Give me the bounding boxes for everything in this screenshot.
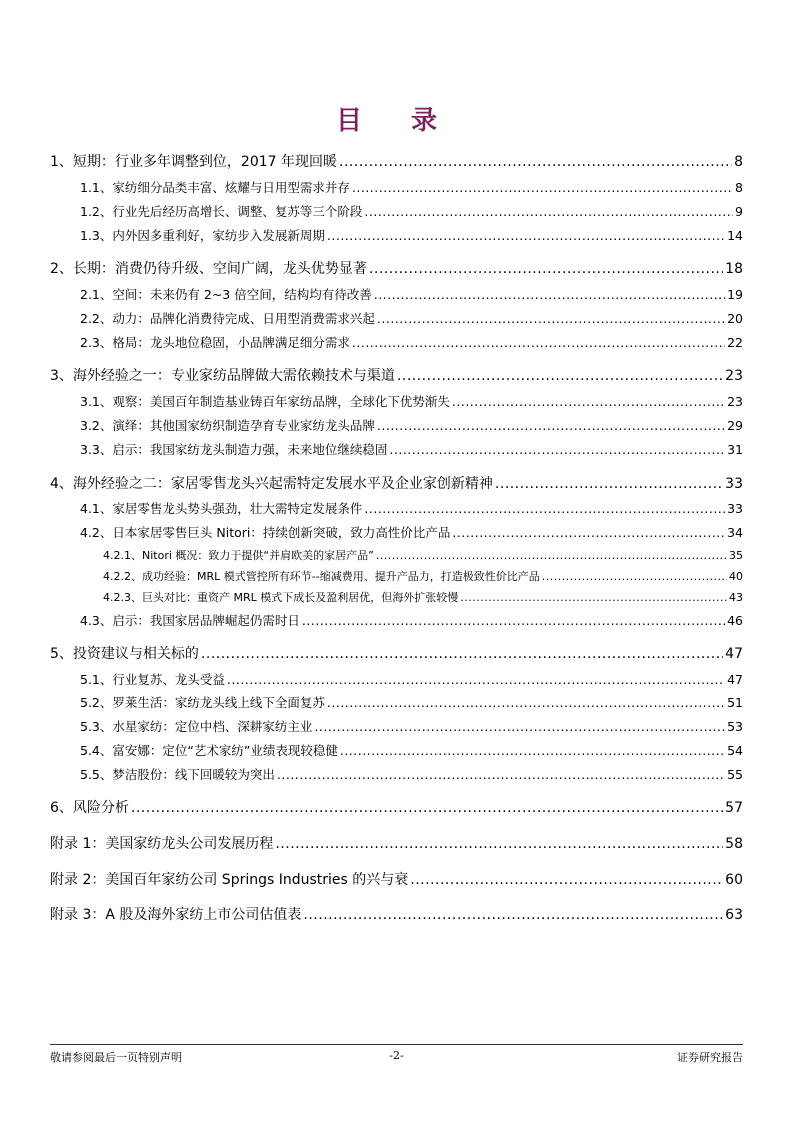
toc-entry-title: 观察：美国百年制造基业铸百年家纺品牌，全球化下优势渐失 (112, 394, 450, 409)
toc-dot-leader (376, 548, 727, 564)
toc-entry-title: 投资建议与相关标的 (72, 646, 199, 662)
toc-entry[interactable] (103, 548, 743, 564)
toc-entry-page: 14 (727, 228, 743, 243)
toc-entry-page: 9 (735, 204, 743, 219)
toc-entry[interactable] (80, 286, 743, 304)
toc-entry-number: 6、 (50, 800, 73, 816)
toc-dot-leader (389, 441, 725, 459)
toc-entry-page: 40 (729, 570, 743, 583)
toc-entry-number: 1、 (50, 154, 73, 170)
toc-entry-number: 3.1、 (80, 394, 113, 409)
toc-dot-leader (302, 612, 725, 630)
toc-dot-leader (277, 766, 725, 784)
toc-dot-leader (340, 742, 725, 760)
toc-entry[interactable] (103, 590, 743, 606)
page-title: 目 录 (335, 106, 458, 136)
toc-entry-number: 5.2、 (80, 695, 113, 710)
toc-entry-number: 4、 (50, 476, 73, 492)
toc-dot-leader (452, 393, 725, 411)
toc-entry-number: 5、 (50, 646, 73, 662)
toc-entry-page: 33 (725, 476, 743, 492)
toc-dot-leader (542, 569, 727, 585)
toc-dot-leader (352, 334, 725, 352)
toc-dot-leader (275, 834, 723, 854)
toc-entry-title: 动力：品牌化消费待完成、日用型消费需求兴起 (112, 311, 375, 326)
toc-entry-number: 4.2.1、 (103, 549, 142, 562)
toc-entry-page: 23 (725, 368, 743, 384)
toc-entry-title: 内外因多重利好，家纺步入发展新周期 (112, 228, 325, 243)
toc-entry-title: 成功经验：MRL 模式管控所有环节--缩减费用、提升产品力，打造极致性价比产品 (142, 570, 540, 583)
footer-divider (50, 1044, 743, 1045)
toc-dot-leader (452, 524, 725, 542)
toc-dot-leader (327, 227, 725, 245)
toc-entry-page: 46 (727, 613, 743, 628)
toc-entry-page: 54 (727, 743, 743, 758)
toc-entry-title: 附录 1：美国家纺龙头公司发展历程 (50, 836, 274, 852)
toc-entry-page: 8 (735, 180, 743, 195)
toc-dot-leader (397, 366, 723, 386)
toc-dot-leader (201, 644, 723, 664)
toc-entry-number: 1.2、 (80, 204, 113, 219)
toc-entry[interactable] (50, 870, 743, 890)
toc-entry[interactable] (80, 417, 743, 435)
toc-entry-title: 附录 2：美国百年家纺公司 Springs Industries 的兴与衰 (50, 872, 409, 888)
toc-entry-page: 58 (725, 836, 743, 852)
toc-entry-number: 4.2.3、 (103, 591, 142, 604)
toc-entry-title: 启示：我国家纺龙头制造力强，未来地位继续稳固 (112, 442, 388, 457)
toc-dot-leader (131, 798, 723, 818)
toc-entry[interactable] (80, 694, 743, 712)
toc-entry[interactable] (80, 766, 743, 784)
toc-entry-number: 5.1、 (80, 672, 113, 687)
toc-entry-page: 20 (727, 311, 743, 326)
toc-entry-number: 4.1、 (80, 501, 113, 516)
toc-entry-title: 启示：我国家居品牌崛起仍需时日 (112, 613, 300, 628)
toc-entry-page: 60 (725, 872, 743, 888)
toc-entry-title: 附录 3：A 股及海外家纺上市公司估值表 (50, 907, 302, 923)
toc-entry-page: 23 (727, 394, 743, 409)
footer-report-type: 证券研究报告 (677, 1051, 743, 1064)
toc-entry-number: 2、 (50, 261, 73, 277)
toc-entry-page: 63 (725, 907, 743, 923)
toc-entry-title: 日本家居零售巨头 Nitori：持续创新突破，致力高性价比产品 (112, 525, 451, 540)
toc-entry-number: 4.3、 (80, 613, 113, 628)
toc-dot-leader (410, 870, 723, 890)
toc-entry-page: 19 (727, 287, 743, 302)
toc-entry-title: 格局：龙头地位稳固，小品牌满足细分需求 (112, 335, 350, 350)
toc-entry[interactable] (80, 500, 743, 518)
toc-entry-number: 1.3、 (80, 228, 113, 243)
toc-dot-leader (327, 694, 725, 712)
toc-entry-page: 31 (727, 442, 743, 457)
toc-entry-page: 53 (727, 719, 743, 734)
toc-entry-number: 3.2、 (80, 418, 113, 433)
toc-dot-leader (364, 203, 733, 221)
toc-entry-page: 47 (727, 672, 743, 687)
toc-entry-number: 2.1、 (80, 287, 113, 302)
toc-entry-number: 2.2、 (80, 311, 113, 326)
toc-entry-title: 海外经验之二：家居零售龙头兴起需特定发展水平及企业家创新精神 (72, 476, 493, 492)
toc-entry-title: 短期：行业多年调整到位，2017 年现回暖 (72, 154, 337, 170)
toc-dot-leader (303, 905, 723, 925)
toc-entry-title: 家纺细分品类丰富、炫耀与日用型需求并存 (112, 180, 350, 195)
toc-entry-title: 家居零售龙头势头强劲，壮大需特定发展条件 (112, 501, 363, 516)
toc-entry-title: 行业先后经历高增长、调整、复苏等三个阶段 (112, 204, 363, 219)
toc-entry[interactable] (80, 671, 743, 689)
toc-dot-leader (495, 474, 723, 494)
toc-entry-title: 梦洁股份：线下回暖较为突出 (112, 767, 275, 782)
toc-entry[interactable] (50, 644, 743, 664)
toc-entry[interactable] (80, 524, 743, 542)
toc-entry-page: 22 (727, 335, 743, 350)
toc-dot-leader (364, 500, 725, 518)
toc-entry[interactable] (80, 310, 743, 328)
toc-entry-title: 水星家纺：定位中档、深耕家纺主业 (112, 719, 313, 734)
toc-entry[interactable] (80, 203, 743, 221)
toc-entry[interactable] (80, 393, 743, 411)
toc-entry-number: 1.1、 (80, 180, 113, 195)
toc-entry-page: 8 (734, 154, 743, 170)
toc-entry-page: 34 (727, 525, 743, 540)
toc-entry-page: 47 (725, 646, 743, 662)
toc-dot-leader (377, 310, 725, 328)
toc-dot-leader (374, 286, 725, 304)
toc-entry-title: 行业复苏、龙头受益 (112, 672, 225, 687)
toc-entry-title: Nitori 概况：致力于提供“并肩欧美的家居产品” (142, 549, 374, 562)
toc-entry-page: 18 (725, 261, 743, 277)
toc-entry-page: 43 (729, 591, 743, 604)
toc-dot-leader (339, 152, 732, 172)
toc-dot-leader (369, 259, 723, 279)
toc-dot-leader (227, 671, 725, 689)
toc-entry[interactable] (80, 742, 743, 760)
toc-entry-number: 3、 (50, 368, 73, 384)
toc-entry-title: 罗莱生活：家纺龙头线上线下全面复苏 (112, 695, 325, 710)
toc-entry-page: 35 (729, 549, 743, 562)
toc-entry[interactable] (80, 441, 743, 459)
toc-entry[interactable] (103, 569, 743, 585)
toc-entry-number: 3.3、 (80, 442, 113, 457)
toc-entry[interactable] (50, 474, 743, 494)
toc-entry[interactable] (50, 366, 743, 386)
toc-entry-title: 长期：消费仍待升级、空间广阔，龙头优势显著 (72, 261, 367, 277)
toc-entry[interactable] (80, 718, 743, 736)
toc-entry[interactable] (50, 152, 743, 172)
toc-dot-leader (352, 179, 733, 197)
toc-entry-number: 5.5、 (80, 767, 113, 782)
footer-disclaimer: 敬请参阅最后一页特别声明 (50, 1051, 182, 1064)
toc-dot-leader (460, 590, 727, 606)
toc-entry-title: 海外经验之一：专业家纺品牌做大需依赖技术与渠道 (72, 368, 395, 384)
toc-entry-page: 55 (727, 767, 743, 782)
toc-dot-leader (314, 718, 725, 736)
toc-entry[interactable] (50, 798, 743, 818)
toc-entry-number: 5.3、 (80, 719, 113, 734)
toc-entry[interactable] (50, 259, 743, 279)
toc-entry[interactable] (80, 334, 743, 352)
toc-entry-title: 风险分析 (72, 800, 129, 816)
toc-entry-title: 富安娜：定位“艺术家纺”业绩表现较稳健 (112, 743, 338, 758)
toc-entry-number: 2.3、 (80, 335, 113, 350)
toc-dot-leader (377, 417, 725, 435)
toc-entry-title: 空间：未来仍有 2~3 倍空间，结构均有待改善 (112, 287, 372, 302)
toc-entry[interactable] (80, 227, 743, 245)
toc-entry-number: 4.2.2、 (103, 570, 142, 583)
toc-entry-title: 巨头对比：重资产 MRL 模式下成长及盈利居优，但海外扩张较慢 (142, 591, 459, 604)
toc-entry-page: 33 (727, 501, 743, 516)
toc-entry[interactable] (50, 905, 743, 925)
toc-entry-number: 5.4、 (80, 743, 113, 758)
toc-entry-page: 57 (725, 800, 743, 816)
toc-entry-page: 51 (727, 695, 743, 710)
page-number: -2- (389, 1049, 404, 1062)
toc-entry-page: 29 (727, 418, 743, 433)
toc-entry[interactable] (80, 179, 743, 197)
toc-entry-title: 演绎：其他国家纺织制造孕育专业家纺龙头品牌 (112, 418, 375, 433)
toc-entry[interactable] (50, 834, 743, 854)
toc-entry[interactable] (80, 612, 743, 630)
toc-entry-number: 4.2、 (80, 525, 113, 540)
